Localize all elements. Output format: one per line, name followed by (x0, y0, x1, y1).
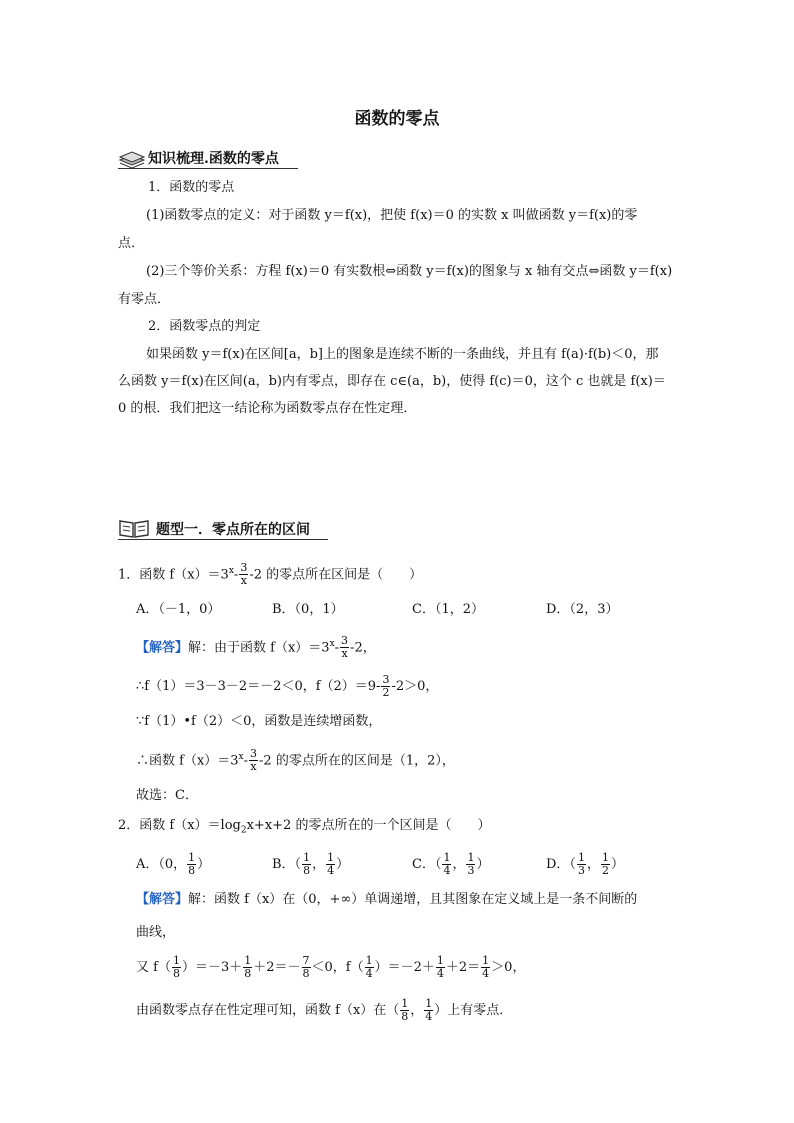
section-heading-type1: 题型一．零点所在的区间 (156, 522, 310, 538)
q1-option-a: A．（－1，0） (136, 602, 221, 617)
q2-answer-line-2: 曲线， (136, 925, 176, 940)
q1-option-c: C．（1，2） (412, 602, 484, 617)
section-underline (118, 168, 298, 169)
q1-answer-line-3: ∵f（1）•f（2）＜0，函数是连续增函数， (136, 714, 382, 729)
paragraph-3-line-3: 0 的根．我们把这一结论称为函数零点存在性定理． (118, 401, 417, 416)
q1-answer-line-4: ∴函数 $f(x)=3^x-$ $\frac{3}{x}$ -2 的零点所在的区间是（1，2）， (136, 747, 455, 774)
page-title: 函数的零点 (354, 109, 440, 129)
q1-answer-line-5: 故选：C． (136, 788, 198, 803)
paragraph-3-line-2: 么函数 y＝f(x)在区间(a，b)内有零点，即存在 c∈(a，b)，使得 f(c)＝0，这个 c 也就是 f(x)＝ (118, 374, 666, 389)
question-1-stem: 1．函数 $f(x)=3^x-$ $\frac{3}{x}$ -2 的零点所在区间是（ ） (118, 561, 423, 588)
q2-answer-line-3: 又 f（ $\frac{1}{8}$ ）＝－3＋ $\frac{1}{8}$ ＋2＝－ $\frac{7}{8}$ ＜0，f（ $\frac{1}{4}$ ）＝－2＋ $\frac{1}{4}$ ＋2＝ $\frac{1}{4}$ ＞0， (136, 954, 526, 980)
paragraph-1-line-1: (1)函数零点的定义：对于函数 y＝f(x)，把使 f(x)＝0 的实数 x 叫做函数 y＝f(x)的零 (146, 208, 638, 223)
q2-answer-line-4: 由函数零点存在性定理可知，函数 f（x）在（ $\frac{1}{8}$ ， $\frac{1}{4}$ ）上有零点． (136, 997, 513, 1023)
open-book-icon (118, 518, 150, 538)
q1-answer-line-2: ∴f（1）＝3－3－2＝－2＜0，f（2）＝9- $\frac{3}{2}$ -2＞0， (136, 673, 439, 699)
q2-option-d: D．（ $\frac{1}{3}$ ， $\frac{1}{2}$ ） (546, 851, 624, 877)
paragraph-3-line-1: 如果函数 y＝f(x)在区间[a，b]上的图象是连续不断的一条曲线，并且有 f(a)·f(b)＜0，那 (146, 347, 659, 362)
section-underline-2 (118, 539, 328, 540)
books-icon (118, 148, 146, 168)
section-heading-knowledge: 知识梳理.函数的零点 (148, 151, 279, 167)
q1-answer-line-1: 【解答】解：由于函数 $f(x)=3^x-$ $\frac{3}{x}$ -2， (136, 634, 376, 661)
q2-option-c: C．（ $\frac{1}{4}$ ， $\frac{1}{3}$ ） (412, 851, 490, 877)
subheading-zero-test: 2．函数零点的判定 (148, 319, 261, 334)
q2-answer-line-1: 【解答】解：函数 f（x）在（0，+∞）单调递增，且其图象在定义域上是一条不间断的 (136, 892, 638, 907)
paragraph-2-line-1: (2)三个等价关系：方程 f(x)＝0 有实数根⇔函数 y＝f(x)的图象与 x 轴有交点⇔函数 y＝f(x) (146, 264, 673, 279)
q2-option-a: A．（0， $\frac{1}{8}$ ） (136, 851, 211, 877)
q2-option-b: B．（ $\frac{1}{8}$ ， $\frac{1}{4}$ ） (272, 851, 350, 877)
q1-option-b: B．（0，1） (272, 602, 344, 617)
paragraph-2-line-2: 有零点． (118, 292, 171, 307)
question-2-stem: 2．函数 $f(x)=\log_2x+x+2$ 的零点所在的一个区间是（ ） (118, 818, 491, 836)
subheading-zero-def: 1．函数的零点 (148, 180, 235, 195)
paragraph-1-line-2: 点． (118, 236, 145, 251)
q1-option-d: D．（2，3） (546, 602, 619, 617)
